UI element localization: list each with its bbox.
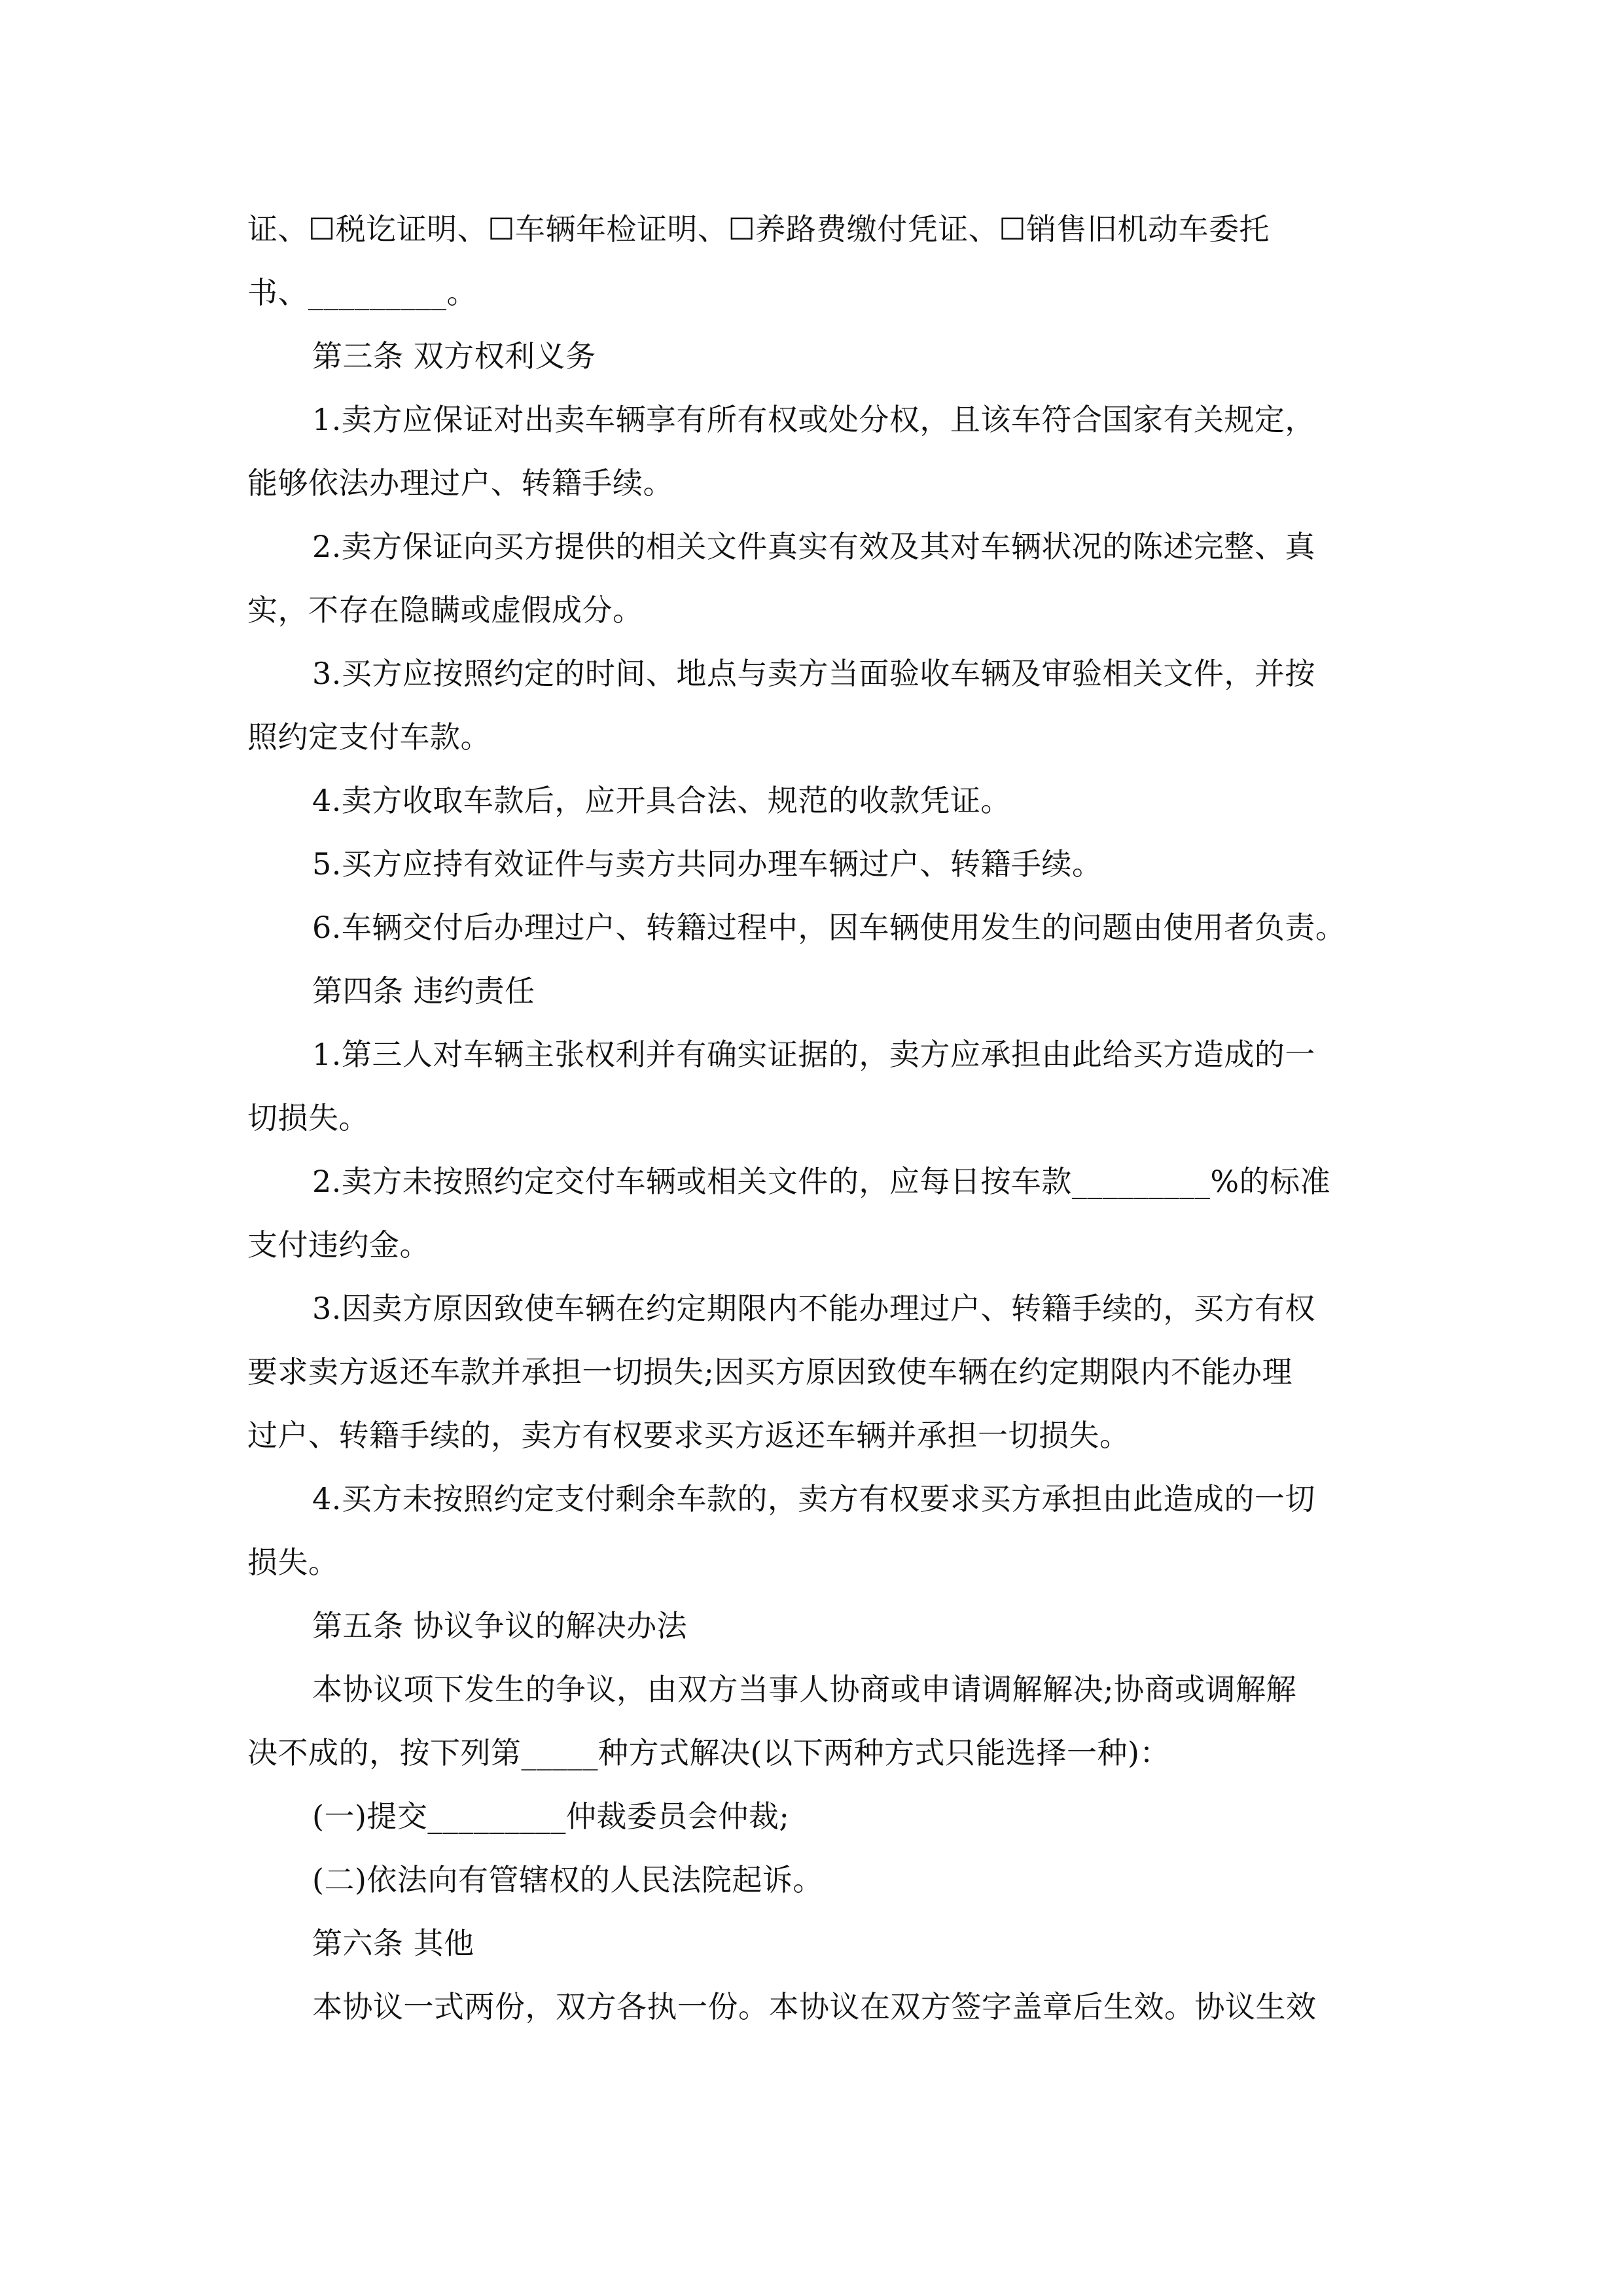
text-line: 6.车辆交付后办理过户、转籍过程中，因车辆使用发生的问题由使用者负责。	[312, 910, 1346, 945]
text-line: 切损失。	[247, 1100, 369, 1136]
text-line: 本协议一式两份，双方各执一份。本协议在双方签字盖章后生效。协议生效	[312, 1989, 1317, 2024]
text-line: 实，不存在隐瞒或虚假成分。	[247, 592, 643, 628]
article-heading: 第三条 双方权利义务	[312, 338, 596, 374]
text-line: 证、☐税讫证明、☐车辆年检证明、☐养路费缴付凭证、☐销售旧机动车委托	[247, 211, 1270, 247]
text-line: 本协议项下发生的争议，由双方当事人协商或申请调解解决;协商或调解解	[312, 1672, 1296, 1707]
text-line: 损失。	[247, 1545, 339, 1580]
text-line: 3.因卖方原因致使车辆在约定期限内不能办理过户、转籍手续的，买方有权	[312, 1291, 1315, 1326]
text-line: 决不成的，按下列第_____种方式解决(以下两种方式只能选择一种)：	[247, 1735, 1170, 1770]
text-line: 1.卖方应保证对出卖车辆享有所有权或处分权，且该车符合国家有关规定，	[312, 402, 1315, 437]
contract-text	[247, 198, 1394, 2039]
text-line: 4.买方未按照约定支付剩余车款的，卖方有权要求买方承担由此造成的一切	[312, 1481, 1315, 1516]
text-line: (一)提交_________仲裁委员会仲裁;	[312, 1799, 790, 1834]
article-heading: 第四条 违约责任	[312, 973, 535, 1009]
text-line: 支付违约金。	[247, 1227, 430, 1263]
text-line: 4.卖方收取车款后，应开具合法、规范的收款凭证。	[312, 783, 1011, 818]
text-line: (二)依法向有管辖权的人民法院起诉。	[312, 1862, 823, 1897]
text-line: 1.第三人对车辆主张权利并有确实证据的，卖方应承担由此给买方造成的一	[312, 1037, 1315, 1072]
article-heading: 第五条 协议争议的解决办法	[312, 1608, 688, 1643]
text-line: 2.卖方未按照约定交付车辆或相关文件的，应每日按车款_________%的标准	[312, 1164, 1331, 1199]
text-line: 能够依法办理过户、转籍手续。	[247, 465, 673, 501]
text-line: 3.买方应按照约定的时间、地点与卖方当面验收车辆及审验相关文件，并按	[312, 656, 1315, 691]
text-line: 要求卖方返还车款并承担一切损失;因买方原因致使车辆在约定期限内不能办理	[247, 1354, 1293, 1390]
text-line: 书、_________。	[247, 275, 477, 310]
text-line: 照约定支付车款。	[247, 719, 491, 755]
article-heading: 第六条 其他	[312, 1926, 474, 1961]
text-line: 2.卖方保证向买方提供的相关文件真实有效及其对车辆状况的陈述完整、真	[312, 529, 1315, 564]
text-line: 过户、转籍手续的，卖方有权要求买方返还车辆并承担一切损失。	[247, 1418, 1130, 1453]
text-line: 5.买方应持有效证件与卖方共同办理车辆过户、转籍手续。	[312, 846, 1103, 882]
